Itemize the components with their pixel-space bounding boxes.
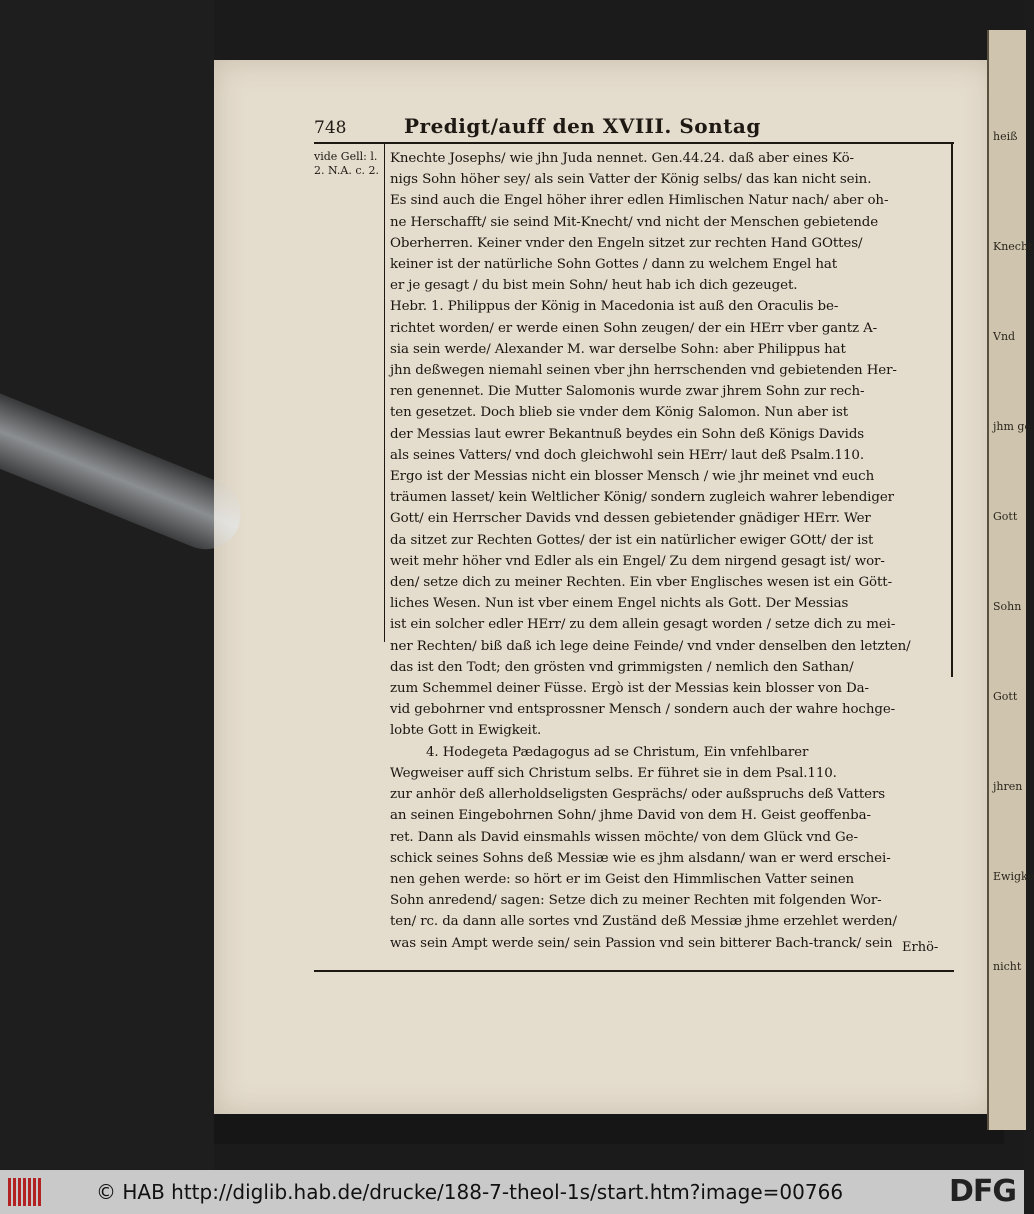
text-frame-right-rule [951,142,953,677]
text-line: schick seines Sohns deß Messiæ wie es jhm alsdann/ wan er werd erschei- [390,850,891,866]
text-line: richtet worden/ er werde einen Sohn zeugen/ der ein HErr vber gantz A- [390,320,878,336]
text-line: Wegweiser auff sich Christum selbs. Er führet sie in dem Psal.110. [390,765,837,781]
text-line: keiner ist der natürliche Sohn Gottes / dann zu welchem Engel hat [390,257,838,273]
viewer-footer [0,1170,1024,1214]
adjacent-page-fragment: Vnd [993,330,1016,343]
adjacent-page-fragment: Gott [993,510,1018,523]
catchword: Erhö- [902,940,939,955]
text-line: nigs Sohn höher sey/ als sein Vatter der König selbs/ das kan nicht sein. [390,172,872,188]
text-line: den/ setze dich zu meiner Rechten. Ein vber Englisches wesen ist ein Gött- [390,575,892,591]
text-line: jhn deßwegen niemahl seinen vber jhn herrschenden vnd gebietenden Her- [390,363,897,379]
text-line: ne Herschafft/ sie seind Mit-Knecht/ vnd nicht der Menschen gebietende [390,214,879,230]
adjacent-page-fragment: Knecht [993,240,1033,253]
page-header [314,110,954,138]
text-line: ten gesetzet. Doch blieb sie vnder dem König Salomon. Nun aber ist [390,405,849,421]
text-line: das ist den Todt; den grösten vnd grimmigsten / nemlich den Sathan/ [390,659,854,675]
text-line: da sitzet zur Rechten Gottes/ der ist ein natürlicher ewiger GOtt/ der ist [390,532,874,548]
page-shadow [214,1114,1004,1144]
viewer-background [0,0,214,1170]
hab-logo-icon[interactable] [8,1176,48,1208]
text-line: Hebr. 1. Philippus der König in Macedonia ist auß den Oraculis be- [390,299,839,315]
text-frame-bottom-rule [314,970,954,972]
text-line: er je gesagt / du bist mein Sohn/ heut hab ich dich gezeuget. [390,278,798,294]
text-line: der Messias laut ewrer Bekantnuß beydes ein Sohn deß Königs Davids [390,426,865,442]
text-line: Gott/ ein Herrscher Davids vnd dessen gebietender gnädiger HErr. Wer [390,511,871,527]
margin-note: vide Gell: l. 2. N.A. c. 2. [314,150,379,177]
text-line: ten/ rc. da dann alle sortes vnd Zuständ deß Messiæ jhme erzehlet werden/ [390,914,897,930]
text-line: Es sind auch die Engel höher ihrer edlen Himlischen Natur nach/ aber oh- [390,193,889,209]
text-line: Oberherren. Keiner vnder den Engeln sitzet zur rechten Hand GOttes/ [390,235,863,251]
text-line: als seines Vatters/ vnd doch gleichwohl sein HErr/ laut deß Psalm.110. [390,447,864,463]
adjacent-page-edge [987,30,1034,1130]
text-line: sia sein werde/ Alexander M. war derselbe Sohn: aber Philippus hat [390,341,846,357]
running-head: Predigt/auff den XVIII. Sontag [404,114,761,138]
text-line: liches Wesen. Nun ist vber einem Engel nichts als Gott. Der Messias [390,596,849,612]
text-line: zur anhör deß allerholdseligsten Gesprächs/ oder außspruchs deß Vatters [390,787,886,803]
text-line: lobte Gott in Ewigkeit. [390,723,542,739]
text-line: ret. Dann als David einsmahls wissen möchte/ von dem Glück vnd Ge- [390,829,858,845]
text-line: träumen lasset/ kein Weltlicher König/ sondern zugleich wahrer lebendiger [390,490,894,506]
text-line: vid gebohrner vnd entsprossner Mensch / sondern auch der wahre hochge- [390,702,896,718]
adjacent-page-fragment: heiß [993,130,1018,143]
adjacent-page-fragment: Ewigke [993,870,1034,883]
adjacent-page-fragment: Sohn [993,600,1022,613]
dfg-logo[interactable]: DFG [948,1174,1016,1209]
text-line: weit mehr höher vnd Edler als ein Engel/ Zu dem nirgend gesagt ist/ wor- [390,553,885,569]
text-line: Ergo ist der Messias nicht ein blosser Mensch / wie jhr meinet vnd euch [390,469,875,485]
copyright-url[interactable]: © HAB http://diglib.hab.de/drucke/188-7-theol-1s/start.htm?image=00766 [96,1180,844,1204]
adjacent-page-fragment: jhm ge [993,420,1031,433]
text-line: zum Schemmel deiner Füsse. Ergò ist der Messias kein blosser von Da- [390,681,869,697]
text-line: Knechte Josephs/ wie jhn Juda nennet. Gen.44.24. daß aber eines Kö- [390,151,854,166]
text-line: nen gehen werde: so hört er im Geist den Himmlischen Vatter seinen [390,871,855,887]
body-text [390,148,950,954]
text-line: an seinen Eingebohrnen Sohn/ jhme David von dem H. Geist geoffenba- [390,808,871,824]
header-rule [314,142,954,144]
book-page [214,60,994,1115]
page-number: 748 [314,118,347,138]
text-line: ist ein solcher edler HErr/ zu dem allein gesagt worden / setze dich zu mei- [390,617,896,633]
text-line: Sohn anredend/ sagen: Setze dich zu meiner Rechten mit folgenden Wor- [390,893,882,909]
section-heading-line: 4. Hodegeta Pædagogus ad se Christum, Ein vnfehlbarer [426,744,809,760]
adjacent-page-fragment: jhren [993,780,1023,793]
margin-column-rule [384,142,385,642]
text-line: ren genennet. Die Mutter Salomonis wurde zwar jhrem Sohn zur rech- [390,384,865,400]
adjacent-page-fragment: nicht [993,960,1022,973]
text-line: was sein Ampt werde sein/ sein Passion vnd sein bitterer Bach-tranck/ sein [390,935,893,951]
adjacent-page-fragment: Gott [993,690,1018,703]
text-line: ner Rechten/ biß daß ich lege deine Feinde/ vnd vnder denselben den letzten/ [390,638,911,654]
